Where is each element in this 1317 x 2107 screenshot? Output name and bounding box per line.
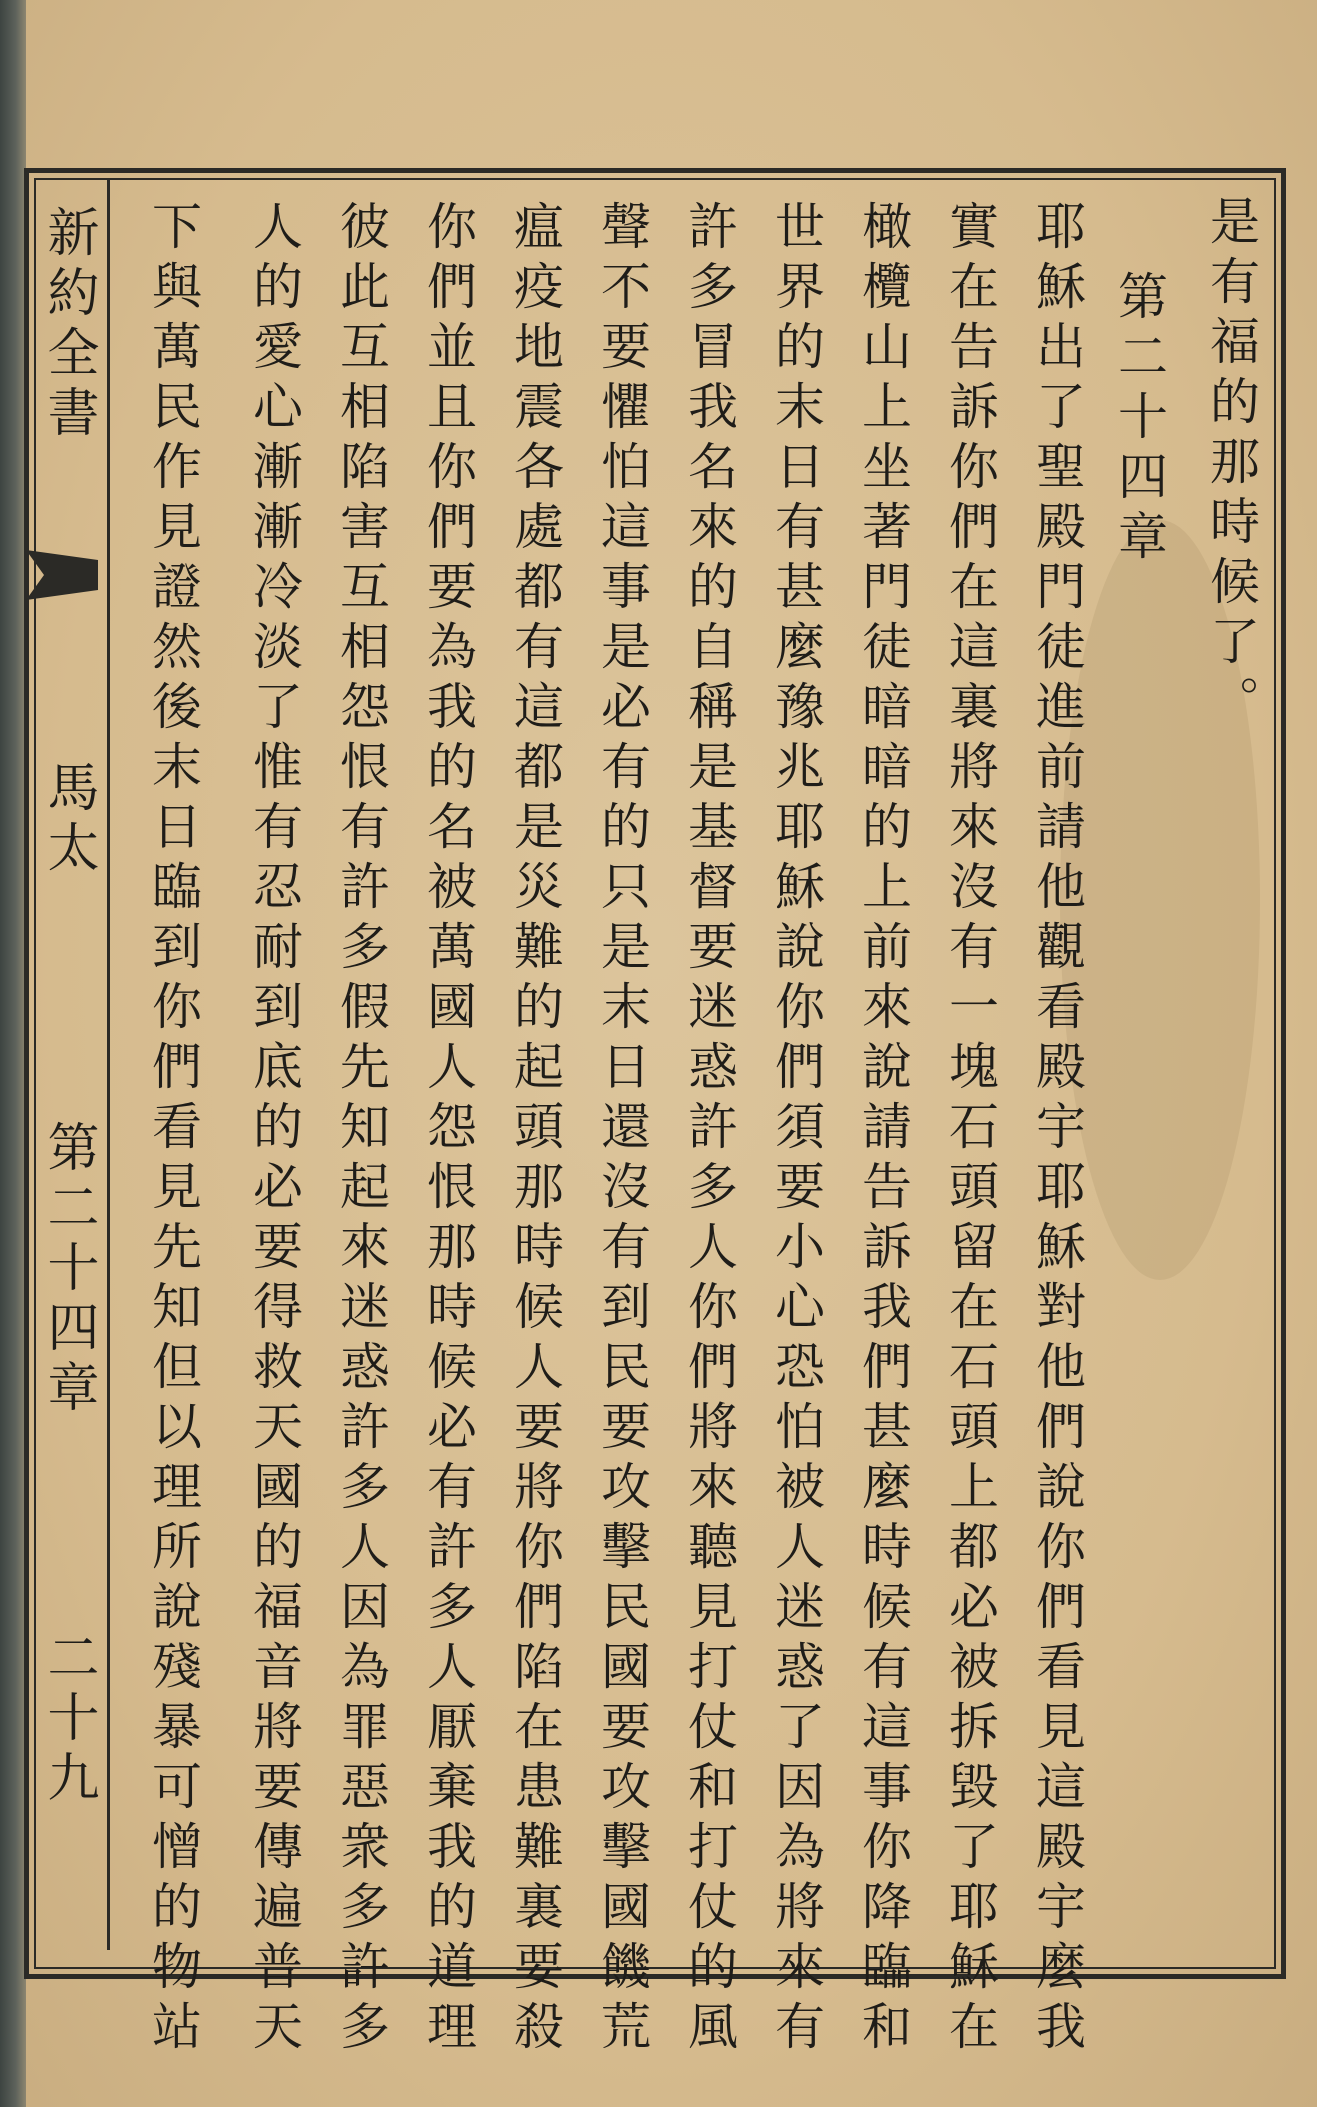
text-column: 實在告訴你們在這裏將來沒有一塊石頭留在石頭上都必被拆毀了耶穌在 [941,200,999,2060]
book-spine [0,0,26,2107]
page-number: 二十九 [38,1630,98,1810]
book-title: 新約全書 [38,205,98,445]
text-column: 世界的末日有甚麼豫兆耶穌說你們須要小心恐怕被人迷惑了因為將來有 [767,200,825,2060]
chapter-heading: 第二十四章 [1110,270,1168,570]
text-column: 許多冒我名來的自稱是基督要迷惑許多人你們將來聽見打仗和打仗的風 [680,200,738,2060]
page-frame-inner [34,178,1276,1969]
chapter-label: 第二十四章 [38,1120,98,1420]
carryover-line: 是有福的那時候了。 [1202,195,1260,735]
text-column: 橄欖山上坐著門徒暗暗的上前來說請告訴我們甚麼時候有這事你降臨和 [854,200,912,2060]
text-column: 瘟疫地震各處都有這都是災難的起頭那時候人要將你們陷在患難裏要殺 [506,200,564,2060]
text-column: 彼此互相陷害互相怨恨有許多假先知起來迷惑許多人因為罪惡衆多許多 [332,200,390,2060]
text-column: 耶穌出了聖殿門徒進前請他觀看殿宇耶穌對他們說你們看見這殿宇麼我 [1028,200,1086,2060]
fish-tail-mark-icon [26,550,98,600]
text-column: 聲不要懼怕這事是必有的只是末日還沒有到民要攻擊民國要攻擊國饑荒 [593,200,651,2060]
text-column: 人的愛心漸漸冷淡了惟有忍耐到底的必要得救天國的福音將要傳遍普天 [245,200,303,2060]
gospel-name: 馬太 [38,760,98,880]
text-column: 下與萬民作見證然後末日臨到你們看見先知但以理所說殘暴可憎的物站 [144,200,202,2060]
text-column: 你們並且你們要為我的名被萬國人怨恨那時候必有許多人厭棄我的道理 [419,200,477,2060]
